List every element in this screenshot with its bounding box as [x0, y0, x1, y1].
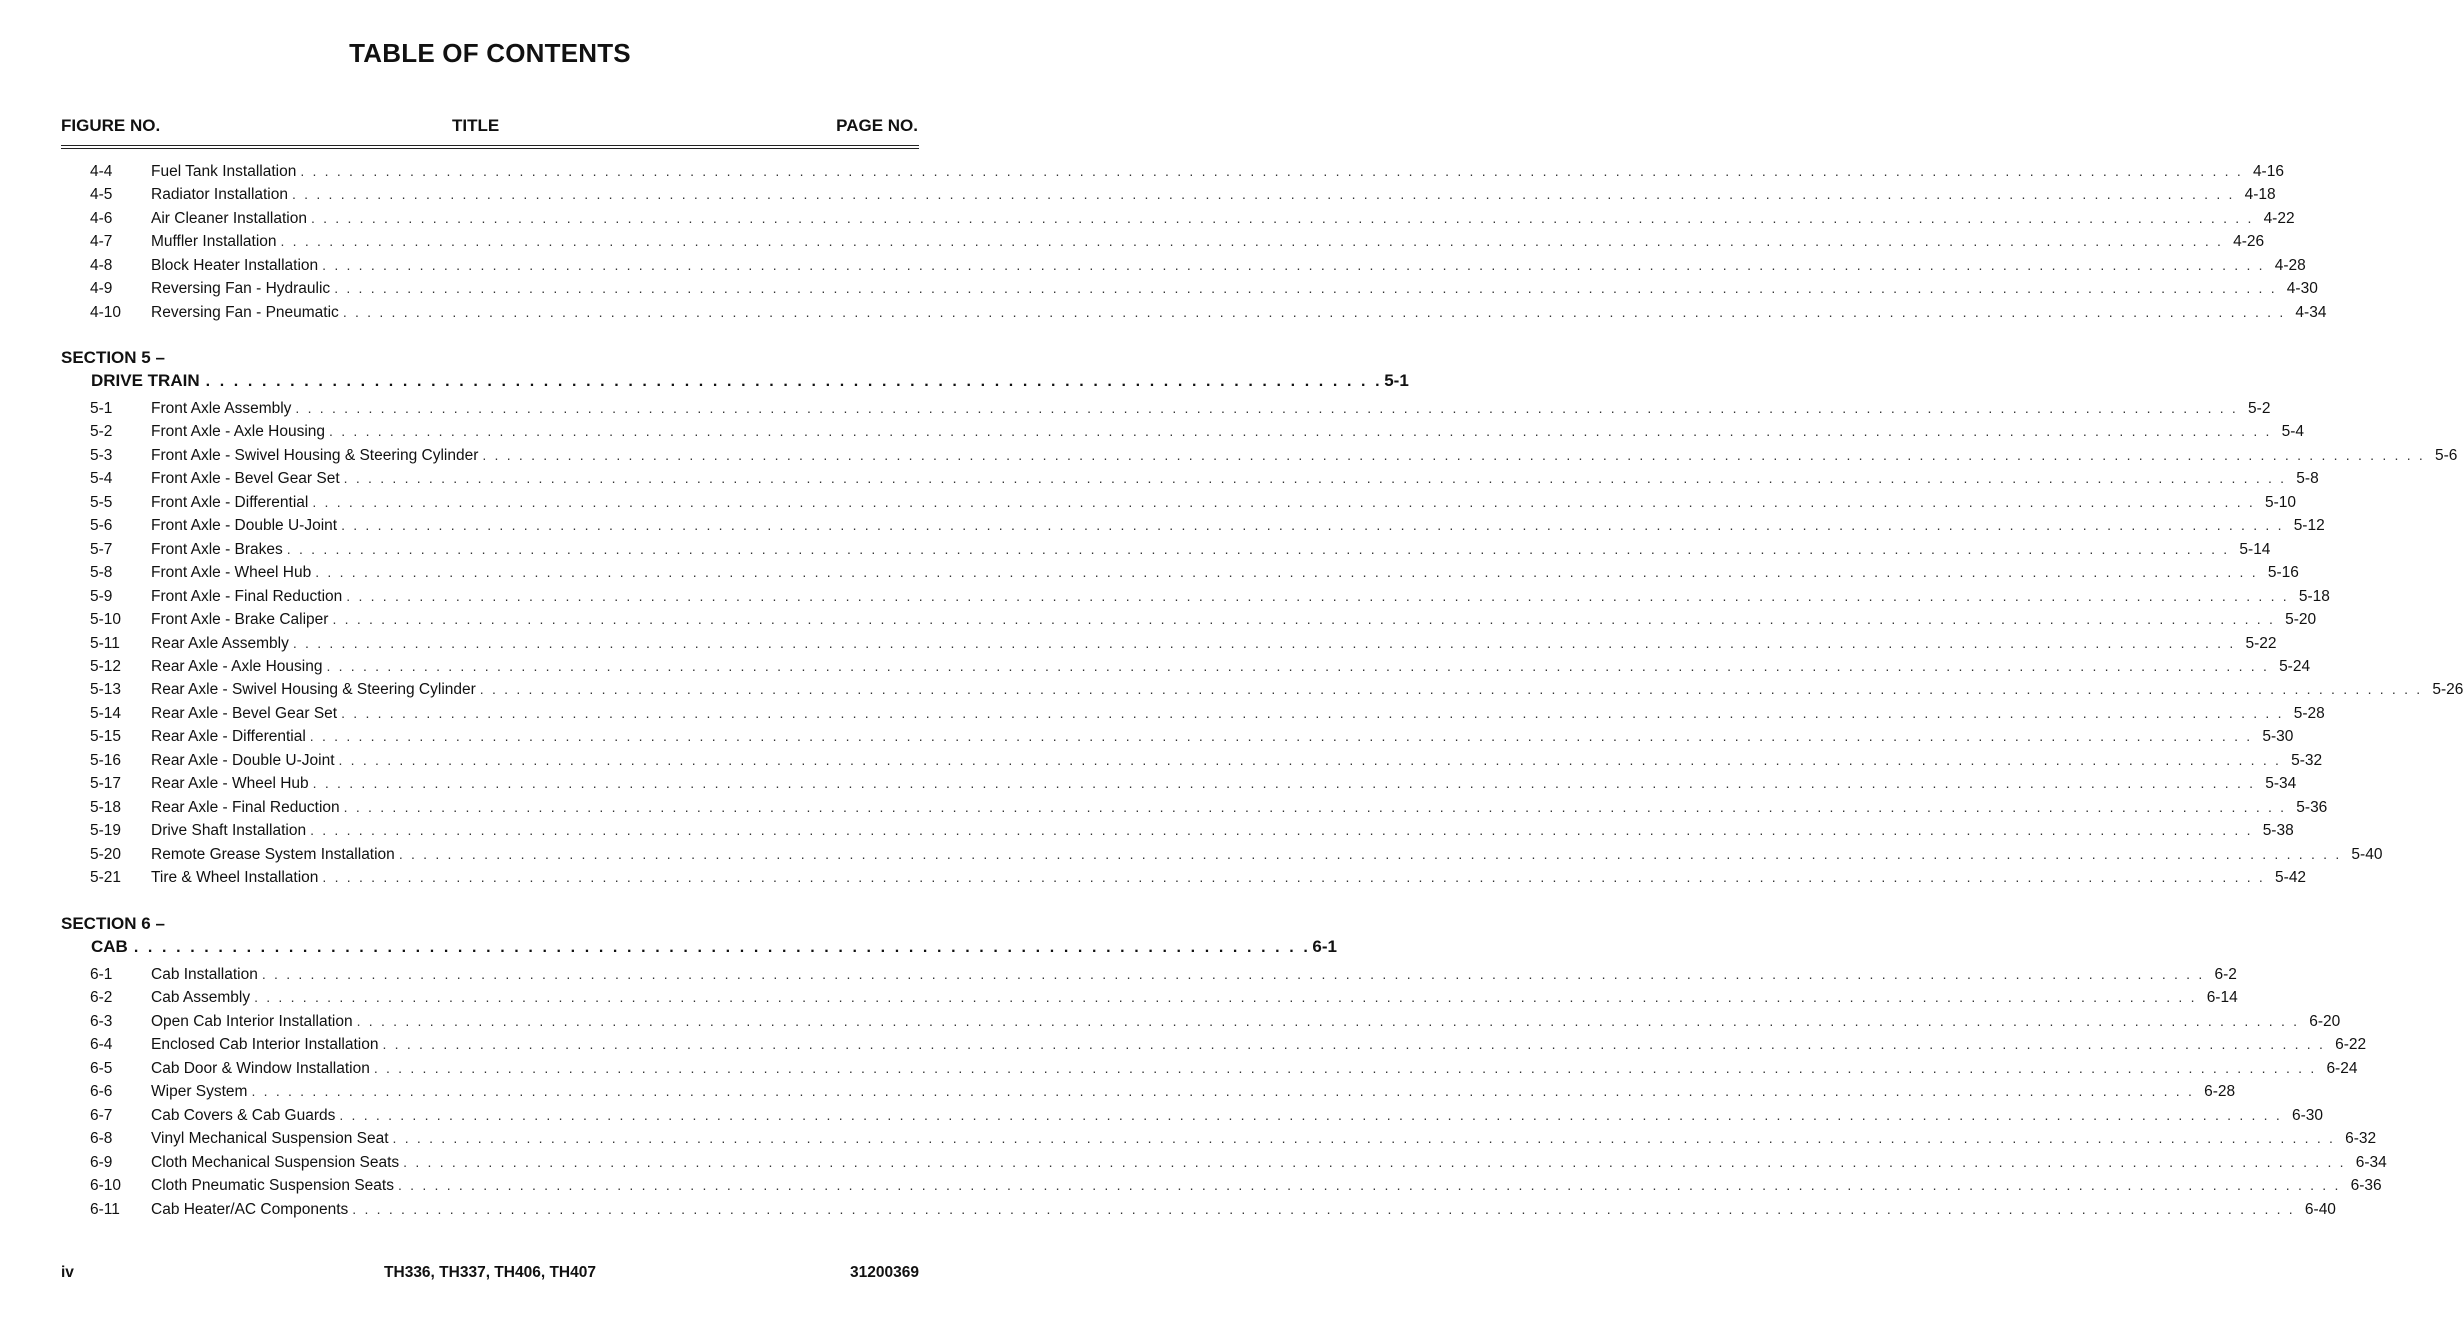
entry-line [151, 444, 2458, 467]
figure-title: Remote Grease System Installation [151, 845, 395, 863]
toc-entry[interactable] [0, 749, 2323, 772]
entry-line [151, 655, 2311, 678]
entry-line [151, 585, 2330, 608]
entry-line [151, 1127, 2377, 1150]
figure-title: Cab Heater/AC Components [151, 1200, 349, 1218]
entry-line [151, 183, 2276, 206]
toc-entry[interactable] [0, 467, 2319, 490]
entry-line [151, 986, 2238, 1009]
figure-title: Front Axle - Wheel Hub [151, 564, 312, 582]
toc-entry[interactable] [0, 1104, 2323, 1127]
figure-title: Rear Axle - Double U-Joint [151, 751, 335, 769]
figure-title: Tire & Wheel Installation [151, 869, 319, 886]
entry-line [151, 608, 2317, 631]
figure-number: 5-3 [90, 446, 113, 464]
figure-number: 6-2 [90, 989, 113, 1007]
entry-line [151, 963, 2237, 986]
figure-number: 5-7 [90, 540, 113, 558]
page-number: 5-14 [2239, 540, 2271, 558]
section-6-page: 6-1 [1312, 937, 1337, 956]
figure-title: Front Axle - Bevel Gear Set [151, 470, 340, 488]
toc-entry[interactable] [0, 772, 2297, 795]
dot-leader: . . . . . . . . . . . . . . . . . . . . . . . . . . . . . . . . . . . . . . . . . . . . . . . . . . . . . . . . . . . . . . . . . . . . . . . . . . . . . . . . . . . . . . . . . . . . . . . . . . . . . . . . . . . . . . . . . . . . . . . . . . . . . . . . . . . . . . . . . . . . . . . . . . . . . . . . . . . . . . . . [312, 775, 2256, 792]
figure-title: Radiator Installation [151, 186, 288, 204]
toc-entry[interactable] [0, 491, 2297, 514]
page-number: 4-16 [2252, 163, 2284, 180]
dot-leader: . . . . . . . . . . . . . . . . . . . . . . . . . . . . . . . . . . . . . . . . . . . . . . . . . . . . . . . . . . . . . . . . . . . . . . . . . . . . . . . . . . . . . . . . . . . . . . . . . . . . . . . . . . . . . . . . . . . . . . . . . . . . . . . . . . . . . . . . . . . . . . . . . . . . . . . . . . . . . . . . [338, 751, 2282, 768]
toc-entry[interactable] [0, 585, 2330, 608]
page-number: 6-36 [2350, 1177, 2382, 1195]
footer-doc-number: 31200369 [850, 1264, 919, 1281]
figure-title: Cab Door & Window Installation [151, 1059, 370, 1077]
entry-line [151, 1104, 2323, 1127]
dot-leader: . . . . . . . . . . . . . . . . . . . . . . . . . . . . . . . . . . . . . . . . . . . . . . . . . . . . . . . . . . . . . . . . . . . . . . . . . . . . . . . . . . . . . . . . . . . . . . . . . . . . . . . . . . . . . . . . . . . . . . . . . . . . . . . . . . . . . . . . . . . . . . . . . . . . . . . . . . . . . . . . [479, 681, 2423, 698]
toc-entry[interactable] [0, 608, 2317, 631]
dot-leader: . . . . . . . . . . . . . . . . . . . . . . . . . . . . . . . . . . . . . . . . . . . . . . . . . . . . . . . . . . . . . . . . . . . . . . . . . . . . . . . . . . . . . . . . . . . . . . . . . . . . . . . . . . . . . . . . . . . . . . . . . . . . . . . . . . . . . . . . . . . . . . . . . . . . . . . . . . . . . . . . [286, 540, 2230, 557]
page-number: 5-40 [2351, 845, 2383, 863]
page-number: 5-18 [2298, 587, 2330, 605]
figure-number: 5-17 [90, 775, 122, 793]
figure-title: Front Axle - Swivel Housing & Steering Cylinder [151, 446, 479, 464]
toc-entry[interactable] [0, 397, 2271, 420]
figure-title: Drive Shaft Installation [151, 822, 307, 840]
figure-number: 6-3 [90, 1012, 113, 1030]
page-number: 5-26 [2432, 681, 2463, 699]
page-number: 6-32 [2345, 1130, 2377, 1148]
footer-page-number: iv [61, 1264, 74, 1281]
dot-leader: . . . . . . . . . . . . . . . . . . . . . . . . . . . . . . . . . . . . . . . . . . . . . . . . . . . . . . . . . . . . . . . . . . . . . . . . . . . . . . . . . . . . . . . . . . . . . . . . . . . . . . . . . . . . . . . . . . . . . . . . . . . . . . . . . . . . . . . . . . . . . . . . . . . . . . . . . . . . . . . . [292, 186, 2235, 203]
figure-number: 5-11 [90, 634, 120, 652]
figure-number: 5-21 [90, 869, 122, 886]
dot-leader: . . . . . . . . . . . . . . . . . . . . . . . . . . . . . . . . . . . . . . . . . . . . . . . . . . . . . . . . . . . . . . . . . . . . . . . . . . . . . . . . . . . . . . . . . . . . . . . . . . . . . . . . . . . . . . . . . . . . . . . . . . . . . . . . . . . . . . . . . . . . . . . . . . . . . . . . . . . . . . . . [397, 1177, 2341, 1194]
entry-line [151, 561, 2299, 584]
dot-leader: . . . . . . . . . . . . . . . . . . . . . . . . . . . . . . . . . . . . . . . . . . . . . . . . . . . . . . . . . . . . . . . . . . . . . . . . . . . . . . . . . . . . . . . . . . . . . . . . . . . . . . . . . . . . . . . . . . . . . . . . . . . . . . . . . . . . . . . . . . . . . . . . . . . . . . . . . . . . . . . . [373, 1059, 2317, 1076]
dot-leader: . . . . . . . . . . . . . . . . . . . . . . . . . . . . . . . . . . . . . . . . . . . . . . . . . . . . . . . . . . . . . . . . . . . . . . . . . . . . . . . . . . . . . . . . . . . . . . . . . . . . . . . . . . . . . . . . . . . . . . . . . . . . . . . . . . . . . . . . . . . . . . . . . . . . . . . . . . . . . . . . [310, 822, 2253, 839]
page-number: 6-22 [2335, 1036, 2367, 1054]
toc-entry[interactable] [0, 796, 2328, 819]
figure-title: Cab Installation [151, 966, 258, 983]
figure-title: Front Axle - Differential [151, 493, 309, 511]
toc-entry[interactable] [0, 420, 2305, 443]
page-number: 6-30 [2291, 1106, 2323, 1124]
section-6-heading: SECTION 6 – [61, 914, 165, 933]
figure-number: 5-13 [90, 681, 122, 699]
figure-number: 6-9 [90, 1153, 113, 1171]
entry-line [151, 1151, 2387, 1174]
toc-entry[interactable] [0, 230, 2265, 253]
page-number: 5-34 [2265, 775, 2297, 793]
column-header-page: PAGE NO. [836, 116, 918, 135]
dot-leader: . . . . . . . . . . . . . . . . . . . . . . . . . . . . . . . . . . . . . . . . . . . . . . . . . . . . . . . . . . . . . . . . . . . . . . . . . . . . . . . . . . . . . . . . . . . . . . . . . . . . . . . . . . . . . . . . . . . . . . . . . . . . . . . . . . . . . . . . . . . . . . . . . . . . . . . . . . . . . . . . [309, 728, 2253, 745]
figure-title: Rear Axle - Swivel Housing & Steering Cylinder [151, 681, 476, 699]
figure-number: 5-6 [90, 517, 113, 535]
dot-leader: . . . . . . . . . . . . . . . . . . . . . . . . . . . . . . . . . . . . . . . . . . . . . . . . . . . . . . . . . . . . . . . . . . . . . . . . . . . . . . . . . . . . . . . . . . . . . . . . . . . . . . . . . . . . . . . . . . . . . . . . . . . . . . . . . . . . . . . . . . . . . . . . . . . . . . . . . . . . . . . . [322, 869, 2266, 885]
header-rule [61, 145, 919, 146]
entry-line [151, 1057, 2358, 1080]
toc-entry[interactable] [0, 254, 2306, 277]
toc-entry[interactable] [0, 277, 2318, 300]
figure-title: Muffler Installation [151, 233, 277, 251]
page-number: 5-4 [2281, 423, 2305, 441]
dot-leader: . . . . . . . . . . . . . . . . . . . . . . . . . . . . . . . . . . . . . . . . . . . . . . . . . . . . . . . . . . . . . . . . . . . . . . . . . . . . . . . . . . . . [205, 373, 1383, 390]
figure-number: 6-5 [90, 1059, 113, 1077]
page-number: 4-18 [2244, 186, 2276, 204]
figure-number: 5-9 [90, 587, 113, 605]
entry-line [151, 230, 2265, 253]
entry-line [151, 632, 2277, 655]
page-number: 6-14 [2206, 989, 2238, 1007]
entry-line [151, 301, 2327, 324]
entry-line [151, 702, 2325, 725]
page-number: 5-22 [2245, 634, 2277, 652]
header-rule [61, 148, 919, 149]
figure-number: 5-1 [90, 400, 113, 417]
dot-leader: . . . . . . . . . . . . . . . . . . . . . . . . . . . . . . . . . . . . . . . . . . . . . . . . . . . . . . . . . . . . . . . . . . . . . . . . . . . . . . . . . . . . . . . . . . . . . . . . . . . . . . . . . . . . . . . . . . . . . . . . . . . . . . . . . . . . . . . . . . . . . . . . . . . . . . . . . . . . . . . . [300, 163, 2243, 179]
toc-entry[interactable] [0, 1127, 2377, 1150]
dot-leader: . . . . . . . . . . . . . . . . . . . . . . . . . . . . . . . . . . . . . . . . . . . . . . . . . . . . . . . . . . . . . . . . . . . . . . . . . . . . . . . . . . . . . . . . . . . . . . . . . . . . . . . . . . . . . . . . . . . . . . . . . . . . . . . . . . . . . . . . . . . . . . . . . . . . . . . . . . . . . . . . [334, 280, 2277, 297]
entry-line [151, 678, 2463, 701]
entry-line [151, 491, 2297, 514]
entry-line [151, 1174, 2382, 1197]
entry-line [151, 277, 2318, 300]
dot-leader: . . . . . . . . . . . . . . . . . . . . . . . . . . . . . . . . . . . . . . . . . . . . . . . . . . . . . . . . . . . . . . . . . . . . . . . . . . . . . . . . . . . . . . . . . . . . . . . . . . . . . . . . . . . . . . . . . . . . . . . . . . . . . . . . . . . . . . . . . . . . . . . . . . . . . . . . . . . . . . . . [341, 704, 2284, 721]
dot-leader: . . . . . . . . . . . . . . . . . . . . . . . . . . . . . . . . . . . . . . . . . . . . . . . . . . . . . . . . . . . . . . . . . . . . . . . . . . . . . . . . . . . . . . . . . . . . . . . . . . . . . . . . . . . . . . . . . . . . . . . . . . . . . . . . . . . . . . . . . . . . . . . . . . . . . . . . . . . . . . . . [342, 303, 2286, 320]
figure-number: 5-18 [90, 798, 122, 816]
toc-entry[interactable] [0, 819, 2294, 842]
figure-number: 5-16 [90, 751, 122, 769]
figure-title: Reversing Fan - Pneumatic [151, 303, 339, 321]
page-number: 4-34 [2295, 303, 2327, 321]
dot-leader: . . . . . . . . . . . . . . . . . . . . . . . . . . . . . . . . . . . . . . . . . . . . . . . . . . . . . . . . . . . . . . . . . . . . . . . . . . . . . . . . . . . . . . . . . . . . . . . . . . . . . . . . . . . . . . . . . . . . . . . . . . . . . . . . . . . . . . . . . . . . . . . . . . . . . . . . . . . . . . . . [310, 209, 2254, 226]
toc-entry[interactable] [0, 702, 2325, 725]
dot-leader: . . . . . . . . . . . . . . . . . . . . . . . . . . . . . . . . . . . . . . . . . . . . . . . . . . . . . . . . . . . . . . . . . . . . . . . . . . . . . . . . . . . . . . . . . . . . . . . . . . . . . . . . . . . . . . . . . . . . . . . . . . . . . . . . . . . . . . . . . . . . . . . . . . . . . . . . . . . . . . . . [339, 1106, 2282, 1123]
entry-line [151, 538, 2271, 561]
dot-leader: . . . . . . . . . . . . . . . . . . . . . . . . . . . . . . . . . . . . . . . . . . . . . . . . . . . . . . . . . . . . . . . . . . . . . . . . . . . . . . . . . . . . [133, 939, 1311, 956]
entry-line [151, 843, 2383, 866]
dot-leader: . . . . . . . . . . . . . . . . . . . . . . . . . . . . . . . . . . . . . . . . . . . . . . . . . . . . . . . . . . . . . . . . . . . . . . . . . . . . . . . . . . . . . . . . . . . . . . . . . . . . . . . . . . . . . . . . . . . . . . . . . . . . . . . . . . . . . . . . . . . . . . . . . . . . . . . . . . . . . . . . [254, 989, 2197, 1006]
figure-number: 6-4 [90, 1036, 113, 1054]
toc-entry[interactable] [0, 1010, 2341, 1033]
toc-entry[interactable] [0, 160, 2284, 183]
entry-line [151, 1033, 2367, 1056]
page-number: 5-38 [2262, 822, 2294, 840]
figure-title: Front Axle - Brakes [151, 540, 283, 558]
figure-title: Front Axle - Final Reduction [151, 587, 343, 605]
page-number: 5-24 [2279, 657, 2311, 675]
figure-number: 6-8 [90, 1130, 113, 1148]
dot-leader: . . . . . . . . . . . . . . . . . . . . . . . . . . . . . . . . . . . . . . . . . . . . . . . . . . . . . . . . . . . . . . . . . . . . . . . . . . . . . . . . . . . . . . . . . . . . . . . . . . . . . . . . . . . . . . . . . . . . . . . . . . . . . . . . . . . . . . . . . . . . . . . . . . . . . . . . . . . . . . . . [398, 845, 2342, 862]
dot-leader: . . . . . . . . . . . . . . . . . . . . . . . . . . . . . . . . . . . . . . . . . . . . . . . . . . . . . . . . . . . . . . . . . . . . . . . . . . . . . . . . . . . . . . . . . . . . . . . . . . . . . . . . . . . . . . . . . . . . . . . . . . . . . . . . . . . . . . . . . . . . . . . . . . . . . . . . . . . . . . . . [382, 1036, 2326, 1053]
dot-leader: . . . . . . . . . . . . . . . . . . . . . . . . . . . . . . . . . . . . . . . . . . . . . . . . . . . . . . . . . . . . . . . . . . . . . . . . . . . . . . . . . . . . . . . . . . . . . . . . . . . . . . . . . . . . . . . . . . . . . . . . . . . . . . . . . . . . . . . . . . . . . . . . . . . . . . . . . . . . . . . . [251, 1083, 2195, 1100]
page-number: 5-12 [2293, 517, 2325, 535]
figure-title: Front Axle - Double U-Joint [151, 517, 338, 535]
dot-leader: . . . . . . . . . . . . . . . . . . . . . . . . . . . . . . . . . . . . . . . . . . . . . . . . . . . . . . . . . . . . . . . . . . . . . . . . . . . . . . . . . . . . . . . . . . . . . . . . . . . . . . . . . . . . . . . . . . . . . . . . . . . . . . . . . . . . . . . . . . . . . . . . . . . . . . . . . . . . . . . . [329, 423, 2272, 440]
figure-title: Cloth Mechanical Suspension Seats [151, 1153, 400, 1171]
figure-title: Block Heater Installation [151, 256, 319, 274]
dot-leader: . . . . . . . . . . . . . . . . . . . . . . . . . . . . . . . . . . . . . . . . . . . . . . . . . . . . . . . . . . . . . . . . . . . . . . . . . . . . . . . . . . . . . . . . . . . . . . . . . . . . . . . . . . . . . . . . . . . . . . . . . . . . . . . . . . . . . . . . . . . . . . . . . . . . . . . . . . . . . . . . [292, 634, 2236, 651]
figure-title: Front Axle - Brake Caliper [151, 611, 329, 629]
figure-title: Reversing Fan - Hydraulic [151, 280, 331, 298]
dot-leader: . . . . . . . . . . . . . . . . . . . . . . . . . . . . . . . . . . . . . . . . . . . . . . . . . . . . . . . . . . . . . . . . . . . . . . . . . . . . . . . . . . . . . . . . . . . . . . . . . . . . . . . . . . . . . . . . . . . . . . . . . . . . . . . . . . . . . . . . . . . . . . . . . . . . . . . . . . . . . . . . [392, 1130, 2336, 1147]
page-number: 4-22 [2263, 209, 2295, 227]
entry-line [151, 866, 2307, 889]
page-number: 6-40 [2304, 1200, 2336, 1218]
figure-number: 5-2 [90, 423, 113, 441]
column-header-figure: FIGURE NO. [61, 116, 161, 135]
figure-number: 4-9 [90, 280, 113, 298]
toc-entry[interactable] [0, 1198, 2336, 1221]
figure-number: 6-6 [90, 1083, 113, 1101]
figure-title: Rear Axle - Bevel Gear Set [151, 704, 338, 722]
entry-line [151, 207, 2295, 230]
toc-entry[interactable] [0, 1174, 2382, 1197]
page-number: 4-26 [2233, 233, 2265, 251]
figure-number: 4-7 [90, 233, 113, 251]
figure-title: Cloth Pneumatic Suspension Seats [151, 1177, 394, 1195]
figure-title: Rear Axle - Final Reduction [151, 798, 340, 816]
dot-leader: . . . . . . . . . . . . . . . . . . . . . . . . . . . . . . . . . . . . . . . . . . . . . . . . . . . . . . . . . . . . . . . . . . . . . . . . . . . . . . . . . . . . . . . . . . . . . . . . . . . . . . . . . . . . . . . . . . . . . . . . . . . . . . . . . . . . . . . . . . . . . . . . . . . . . . . . . . . . . . . . [315, 564, 2258, 581]
figure-number: 6-11 [90, 1200, 120, 1218]
dot-leader: . . . . . . . . . . . . . . . . . . . . . . . . . . . . . . . . . . . . . . . . . . . . . . . . . . . . . . . . . . . . . . . . . . . . . . . . . . . . . . . . . . . . . . . . . . . . . . . . . . . . . . . . . . . . . . . . . . . . . . . . . . . . . . . . . . . . . . . . . . . . . . . . . . . . . . . . . . . . . . . . [326, 657, 2270, 674]
footer-models: TH336, TH337, TH406, TH407 [384, 1264, 596, 1281]
dot-leader: . . . . . . . . . . . . . . . . . . . . . . . . . . . . . . . . . . . . . . . . . . . . . . . . . . . . . . . . . . . . . . . . . . . . . . . . . . . . . . . . . . . . . . . . . . . . . . . . . . . . . . . . . . . . . . . . . . . . . . . . . . . . . . . . . . . . . . . . . . . . . . . . . . . . . . . . . . . . . . . . [341, 517, 2284, 534]
page-number: 5-20 [2285, 611, 2317, 629]
figure-title: Open Cab Interior Installation [151, 1012, 353, 1030]
figure-number: 5-5 [90, 493, 113, 511]
toc-entry[interactable] [0, 632, 2277, 655]
toc-entry[interactable] [0, 963, 2237, 986]
dot-leader: . . . . . . . . . . . . . . . . . . . . . . . . . . . . . . . . . . . . . . . . . . . . . . . . . . . . . . . . . . . . . . . . . . . . . . . . . . . . . . . . . . . . . . . . . . . . . . . . . . . . . . . . . . . . . . . . . . . . . . . . . . . . . . . . . . . . . . . . . . . . . . . . . . . . . . . . . . . . . . . . [352, 1200, 2295, 1217]
toc-entry[interactable] [0, 444, 2458, 467]
figure-number: 4-8 [90, 256, 113, 274]
section-5-heading: SECTION 5 – [61, 348, 165, 367]
figure-number: 4-4 [90, 163, 113, 180]
figure-number: 4-5 [90, 186, 113, 204]
figure-title: Rear Axle Assembly [151, 634, 289, 652]
toc-entry[interactable] [0, 301, 2327, 324]
page-number: 6-2 [2214, 966, 2237, 983]
entry-line [151, 420, 2305, 443]
toc-entry[interactable] [0, 561, 2299, 584]
toc-entry[interactable] [0, 183, 2276, 206]
entry-line [151, 1080, 2236, 1103]
page-title: TABLE OF CONTENTS [349, 38, 631, 68]
toc-entry[interactable] [0, 1151, 2387, 1174]
entry-line [151, 796, 2328, 819]
toc-entry[interactable] [0, 866, 2307, 889]
page-number: 5-6 [2434, 446, 2458, 464]
entry-line [151, 749, 2323, 772]
figure-title: Wiper System [151, 1083, 248, 1101]
toc-entry[interactable] [0, 678, 2463, 701]
page-number: 5-8 [2296, 470, 2319, 488]
dot-leader: . . . . . . . . . . . . . . . . . . . . . . . . . . . . . . . . . . . . . . . . . . . . . . . . . . . . . . . . . . . . . . . . . . . . . . . . . . . . . . . . . . . . . . . . . . . . . . . . . . . . . . . . . . . . . . . . . . . . . . . . . . . . . . . . . . . . . . . . . . . . . . . . . . . . . . . . . . . . . . . . [356, 1012, 2300, 1029]
figure-title: Rear Axle - Wheel Hub [151, 775, 309, 793]
figure-title: Fuel Tank Installation [151, 163, 297, 180]
dot-leader: . . . . . . . . . . . . . . . . . . . . . . . . . . . . . . . . . . . . . . . . . . . . . . . . . . . . . . . . . . . . . . . . . . . . . . . . . . . . . . . . . . . . . . . . . . . . . . . . . . . . . . . . . . . . . . . . . . . . . . . . . . . . . . . . . . . . . . . . . . . . . . . . . . . . . . . . . . . . . . . . [346, 587, 2289, 604]
figure-title: Enclosed Cab Interior Installation [151, 1036, 379, 1054]
entry-line [151, 397, 2271, 420]
figure-title: Cab Assembly [151, 989, 251, 1007]
figure-number: 6-7 [90, 1106, 113, 1124]
figure-number: 5-15 [90, 728, 122, 746]
page-number: 5-32 [2291, 751, 2323, 769]
section-6-title[interactable] [91, 936, 1337, 959]
entry-line [151, 1010, 2341, 1033]
figure-title: Front Axle Assembly [151, 400, 292, 417]
page-number: 6-24 [2326, 1059, 2358, 1077]
figure-title: Rear Axle - Axle Housing [151, 657, 323, 675]
toc-entry[interactable] [0, 1033, 2367, 1056]
dot-leader: . . . . . . . . . . . . . . . . . . . . . . . . . . . . . . . . . . . . . . . . . . . . . . . . . . . . . . . . . . . . . . . . . . . . . . . . . . . . . . . . . . . . . . . . . . . . . . . . . . . . . . . . . . . . . . . . . . . . . . . . . . . . . . . . . . . . . . . . . . . . . . . . . . . . . . . . . . . . . . . . [343, 470, 2287, 487]
figure-number: 6-1 [90, 966, 113, 983]
dot-leader: . . . . . . . . . . . . . . . . . . . . . . . . . . . . . . . . . . . . . . . . . . . . . . . . . . . . . . . . . . . . . . . . . . . . . . . . . . . . . . . . . . . . . . . . . . . . . . . . . . . . . . . . . . . . . . . . . . . . . . . . . . . . . . . . . . . . . . . . . . . . . . . . . . . . . . . . . . . . . . . . [261, 966, 2205, 982]
entry-line [151, 514, 2325, 537]
dot-leader: . . . . . . . . . . . . . . . . . . . . . . . . . . . . . . . . . . . . . . . . . . . . . . . . . . . . . . . . . . . . . . . . . . . . . . . . . . . . . . . . . . . . . . . . . . . . . . . . . . . . . . . . . . . . . . . . . . . . . . . . . . . . . . . . . . . . . . . . . . . . . . . . . . . . . . . . . . . . . . . . [322, 256, 2265, 273]
entry-line [151, 819, 2294, 842]
page-number: 5-36 [2296, 798, 2328, 816]
toc-entry[interactable] [0, 514, 2325, 537]
page-number: 5-30 [2262, 728, 2294, 746]
column-header-title: TITLE [452, 116, 500, 135]
page-number: 5-28 [2293, 704, 2325, 722]
page-number: 5-42 [2275, 869, 2307, 886]
figure-number: 6-10 [90, 1177, 122, 1195]
dot-leader: . . . . . . . . . . . . . . . . . . . . . . . . . . . . . . . . . . . . . . . . . . . . . . . . . . . . . . . . . . . . . . . . . . . . . . . . . . . . . . . . . . . . . . . . . . . . . . . . . . . . . . . . . . . . . . . . . . . . . . . . . . . . . . . . . . . . . . . . . . . . . . . . . . . . . . . . . . . . . . . . [295, 400, 2239, 416]
entry-line [151, 725, 2294, 748]
toc-entry[interactable] [0, 986, 2238, 1009]
section-5-title[interactable] [91, 370, 1409, 393]
dot-leader: . . . . . . . . . . . . . . . . . . . . . . . . . . . . . . . . . . . . . . . . . . . . . . . . . . . . . . . . . . . . . . . . . . . . . . . . . . . . . . . . . . . . . . . . . . . . . . . . . . . . . . . . . . . . . . . . . . . . . . . . . . . . . . . . . . . . . . . . . . . . . . . . . . . . . . . . . . . . . . . . [343, 798, 2287, 815]
figure-title: Air Cleaner Installation [151, 209, 307, 227]
section-5-page: 5-1 [1384, 371, 1409, 390]
figure-title: Rear Axle - Differential [151, 728, 306, 746]
toc-entry[interactable] [0, 1080, 2236, 1103]
figure-number: 5-12 [90, 657, 122, 675]
figure-number: 4-10 [90, 303, 122, 321]
figure-number: 5-14 [90, 704, 122, 722]
toc-entry[interactable] [0, 1057, 2358, 1080]
entry-line [151, 160, 2284, 183]
page-number: 5-10 [2264, 493, 2297, 511]
section-5-name: DRIVE TRAIN [91, 371, 200, 390]
figure-number: 5-4 [90, 470, 113, 488]
figure-number: 4-6 [90, 209, 113, 227]
figure-number: 5-8 [90, 564, 113, 582]
figure-title: Vinyl Mechanical Suspension Seat [151, 1130, 389, 1148]
entry-line [151, 467, 2319, 490]
entry-line [151, 254, 2306, 277]
dot-leader: . . . . . . . . . . . . . . . . . . . . . . . . . . . . . . . . . . . . . . . . . . . . . . . . . . . . . . . . . . . . . . . . . . . . . . . . . . . . . . . . . . . . . . . . . . . . . . . . . . . . . . . . . . . . . . . . . . . . . . . . . . . . . . . . . . . . . . . . . . . . . . . . . . . . . . . . . . . . . . . . [312, 493, 2255, 510]
toc-entry[interactable] [0, 207, 2295, 230]
dot-leader: . . . . . . . . . . . . . . . . . . . . . . . . . . . . . . . . . . . . . . . . . . . . . . . . . . . . . . . . . . . . . . . . . . . . . . . . . . . . . . . . . . . . . . . . . . . . . . . . . . . . . . . . . . . . . . . . . . . . . . . . . . . . . . . . . . . . . . . . . . . . . . . . . . . . . . . . . . . . . . . . [280, 233, 2224, 250]
section-6-name: CAB [91, 937, 128, 956]
figure-number: 5-10 [90, 611, 122, 629]
figure-number: 5-20 [90, 845, 122, 863]
figure-number: 5-19 [90, 822, 122, 840]
page-number: 5-2 [2248, 400, 2271, 417]
toc-entry[interactable] [0, 725, 2294, 748]
dot-leader: . . . . . . . . . . . . . . . . . . . . . . . . . . . . . . . . . . . . . . . . . . . . . . . . . . . . . . . . . . . . . . . . . . . . . . . . . . . . . . . . . . . . . . . . . . . . . . . . . . . . . . . . . . . . . . . . . . . . . . . . . . . . . . . . . . . . . . . . . . . . . . . . . . . . . . . . . . . . . . . . [332, 611, 2276, 628]
page-number: 6-34 [2355, 1153, 2387, 1171]
page-number: 4-28 [2274, 256, 2306, 274]
figure-title: Front Axle - Axle Housing [151, 423, 326, 441]
page-number: 6-28 [2204, 1083, 2236, 1101]
entry-line [151, 1198, 2336, 1221]
dot-leader: . . . . . . . . . . . . . . . . . . . . . . . . . . . . . . . . . . . . . . . . . . . . . . . . . . . . . . . . . . . . . . . . . . . . . . . . . . . . . . . . . . . . . . . . . . . . . . . . . . . . . . . . . . . . . . . . . . . . . . . . . . . . . . . . . . . . . . . . . . . . . . . . . . . . . . . . . . . . . . . . [482, 446, 2425, 463]
entry-line [151, 772, 2297, 795]
figure-title: Cab Covers & Cab Guards [151, 1106, 336, 1124]
page-number: 4-30 [2286, 280, 2318, 298]
page-number: 5-16 [2267, 564, 2299, 582]
page-number: 6-20 [2309, 1012, 2341, 1030]
toc-entry[interactable] [0, 655, 2311, 678]
toc-entry[interactable] [0, 843, 2383, 866]
toc-entry[interactable] [0, 538, 2271, 561]
dot-leader: . . . . . . . . . . . . . . . . . . . . . . . . . . . . . . . . . . . . . . . . . . . . . . . . . . . . . . . . . . . . . . . . . . . . . . . . . . . . . . . . . . . . . . . . . . . . . . . . . . . . . . . . . . . . . . . . . . . . . . . . . . . . . . . . . . . . . . . . . . . . . . . . . . . . . . . . . . . . . . . . [403, 1153, 2346, 1170]
